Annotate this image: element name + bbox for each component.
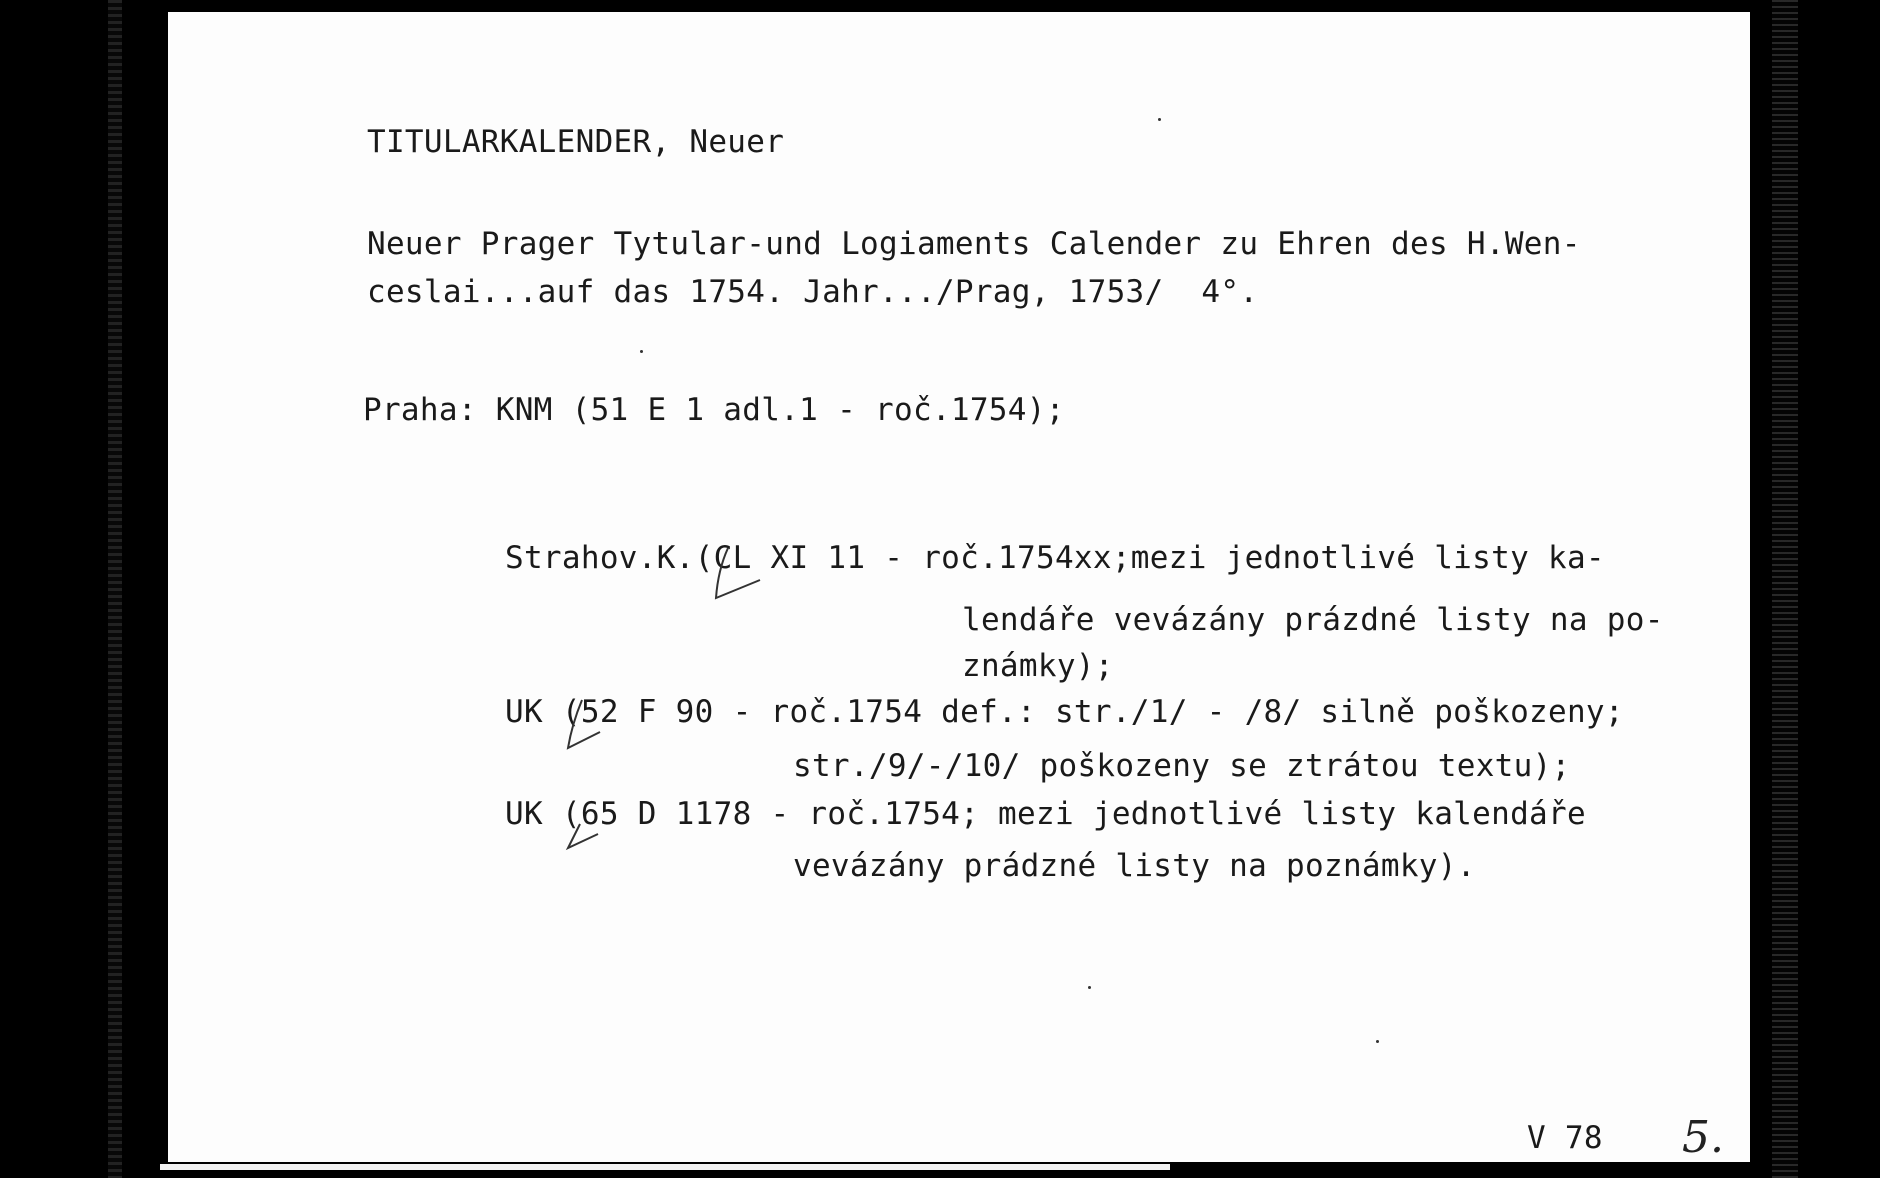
paper-speck xyxy=(1088,986,1091,989)
paper-speck xyxy=(1158,118,1161,121)
paper-speck xyxy=(640,350,643,353)
holding-strahov-line-1: Strahov.K.(CL XI 11 - roč.1754xx;mezi jednotlivé listy ka- xyxy=(505,540,1605,576)
card-bottom-edge xyxy=(160,1164,1170,1170)
holding-uk-52f90-line-1: UK (52 F 90 - roč.1754 def.: str./1/ - /8/ silně poškozeny; xyxy=(505,694,1624,730)
scan-left-edge xyxy=(108,0,122,1178)
title-line-2: ceslai...auf das 1754. Jahr.../Prag, 1753/ 4°. xyxy=(367,274,1259,310)
scan-right-edge xyxy=(1772,0,1798,1178)
paper-speck xyxy=(1376,1040,1379,1043)
location-line: Praha: KNM (51 E 1 adl.1 - roč.1754); xyxy=(363,392,1065,428)
title-line-1: Neuer Prager Tytular-und Logiaments Calender zu Ehren des H.Wen- xyxy=(367,226,1581,262)
card-top-shadow xyxy=(690,0,1750,12)
handwritten-number: 5. xyxy=(1682,1112,1724,1163)
holding-uk-65d1178-line-2: vevázány prádzné listy na poznámky). xyxy=(793,848,1476,884)
catalog-card xyxy=(168,12,1750,1162)
card-number: V 78 xyxy=(1527,1120,1603,1156)
card-heading: TITULARKALENDER, Neuer xyxy=(367,124,785,160)
holding-uk-65d1178-line-1: UK (65 D 1178 - roč.1754; mezi jednotlivé listy kalendáře xyxy=(505,796,1586,832)
holding-strahov-line-3: známky); xyxy=(962,648,1114,684)
holding-strahov-line-2: lendáře vevázány prázdné listy na po- xyxy=(962,602,1664,638)
holding-uk-52f90-line-2: str./9/-/10/ poškozeny se ztrátou textu); xyxy=(793,748,1571,784)
